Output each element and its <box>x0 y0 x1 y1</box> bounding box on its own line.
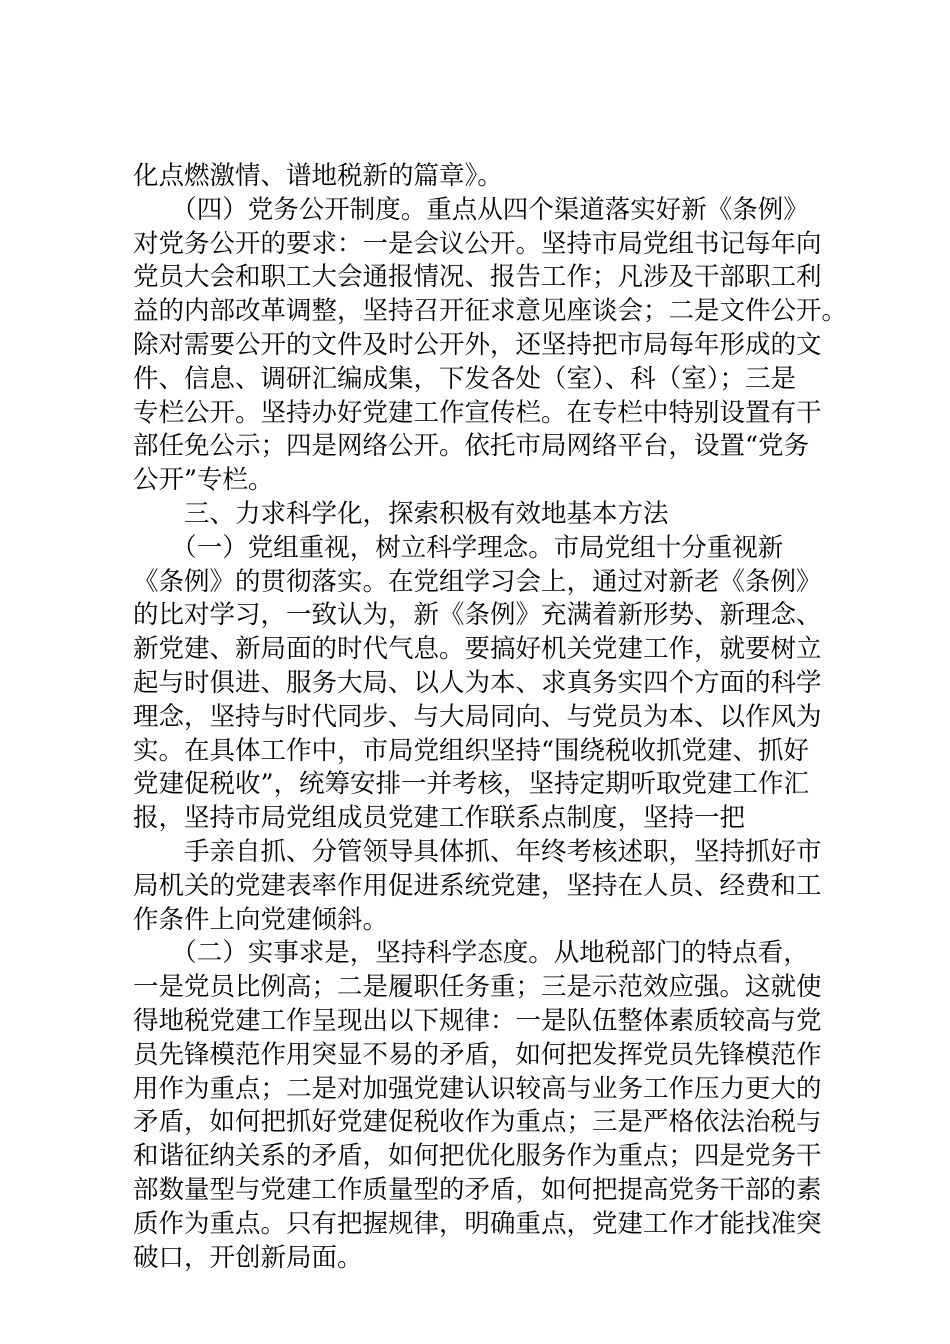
document-body <box>133 160 853 1275</box>
text-line: 益的内部改革调整，坚持召开征求意见座谈会；二是文件公开。 <box>133 296 848 327</box>
text-line: 件、信息、调研汇编成集，下发各处（室）、科（室）；三是 <box>133 363 797 394</box>
text-line: 矛盾，如何把抓好党建促税收作为重点；三是严格依法治税与 <box>133 1107 822 1138</box>
text-line: 理念，坚持与时代同步、与大局同向、与党员为本、以作风为 <box>133 701 822 732</box>
text-line: 化点燃激情、谱地税新的篇章》。 <box>133 161 503 191</box>
text-line: 专栏公开。坚持办好党建工作宣传栏。在专栏中特别设置有干 <box>133 397 822 428</box>
text-line: 除对需要公开的文件及时公开外，还坚持把市局每年形成的文 <box>133 329 822 360</box>
text-line: 一是党员比例高；二是履职任务重；三是示范效应强。这就使 <box>133 972 822 1003</box>
text-line: 党员大会和职工大会通报情况、报告工作；凡涉及干部职工利 <box>133 262 822 293</box>
text-line: 员先锋模范作用突显不易的矛盾，如何把发挥党员先锋模范作 <box>133 1039 822 1070</box>
text-line: 公开”专栏。 <box>133 465 274 496</box>
text-line: 新党建、新局面的时代气息。要搞好机关党建工作，就要树立 <box>133 634 822 665</box>
text-line: （二）实事求是，坚持科学态度。从地税部门的特点看， <box>133 938 809 969</box>
text-line: 用作为重点；二是对加强党建认识较高与业务工作压力更大的 <box>133 1073 822 1104</box>
text-line: 部任免公示；四是网络公开。依托市局网络平台，设置“党务 <box>133 431 810 462</box>
text-line: 起与时俱进、服务大局、以人为本、求真务实四个方面的科学 <box>133 667 822 698</box>
text-line: 党建促税收”，统筹安排一并考核，坚持定期听取党建工作汇 <box>133 769 810 800</box>
text-line: 报，坚持市局党组成员党建工作联系点制度，坚持一把 <box>133 803 746 834</box>
text-line: 作条件上向党建倾斜。 <box>133 904 389 935</box>
text-line: 和谐征纳关系的矛盾，如何把优化服务作为重点；四是党务干 <box>133 1141 822 1172</box>
text-line: 实。在具体工作中，市局党组织坚持“围绕税收抓党建、抓好 <box>133 735 810 766</box>
text-line: 破口，开创新局面。 <box>133 1242 363 1273</box>
text-line: 《条例》的贯彻落实。在党组学习会上，通过对新老《条例》 <box>133 566 822 597</box>
text-line: （一）党组重视，树立科学理念。市局党组十分重视新 <box>133 532 784 563</box>
text-line: 局机关的党建表率作用促进系统党建，坚持在人员、经费和工 <box>133 870 822 901</box>
text-line: 手亲自抓、分管领导具体抓、年终考核述职，坚持抓好市 <box>133 836 822 867</box>
text-line: 得地税党建工作呈现出以下规律：一是队伍整体素质较高与党 <box>133 1005 822 1036</box>
text-line: 的比对学习，一致认为，新《条例》充满着新形势、新理念、 <box>133 600 822 631</box>
text-line: 部数量型与党建工作质量型的矛盾，如何把提高党务干部的素 <box>133 1174 822 1205</box>
text-line: 三、力求科学化，探索积极有效地基本方法 <box>133 498 669 529</box>
text-line: 对党务公开的要求：一是会议公开。坚持市局党组书记每年向 <box>133 228 822 259</box>
text-line: 质作为重点。只有把握规律，明确重点，党建工作才能找准突 <box>133 1208 822 1239</box>
text-line: （四）党务公开制度。重点从四个渠道落实好新《条例》 <box>133 194 809 225</box>
